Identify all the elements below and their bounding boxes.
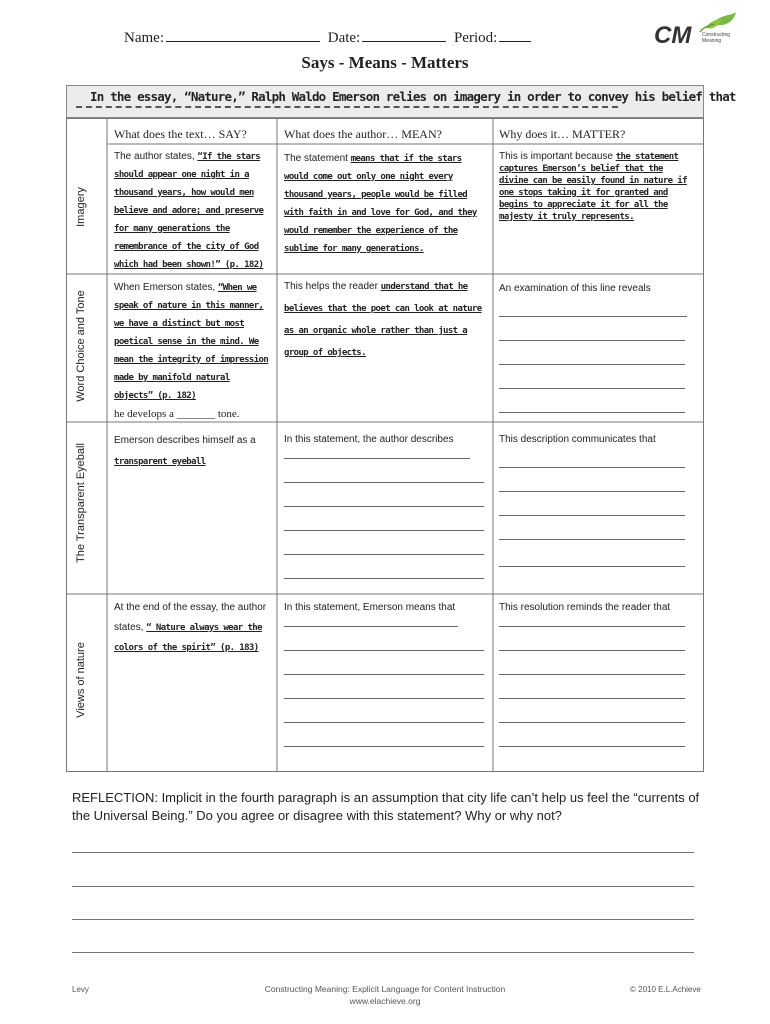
row-label-imagery: Imagery <box>75 187 87 227</box>
footer-author: Levy <box>72 985 89 994</box>
logo-tagline: Constructing Meaning <box>702 32 731 44</box>
eyeball-matter-prefix: This description communicates that <box>499 434 656 445</box>
views-matter-prefix: This resolution reminds the reader that <box>499 602 671 613</box>
col-header-mean: What does the author… MEAN? <box>284 127 442 141</box>
reflection-line[interactable] <box>72 952 694 953</box>
imagery-say-cell <box>114 148 270 274</box>
footer-center <box>200 983 570 1007</box>
answer-line[interactable] <box>499 491 685 492</box>
answer-line[interactable] <box>499 674 685 675</box>
imagery-say-prefix: The author states, <box>114 151 195 162</box>
page-title: Says - Means - Matters <box>301 53 469 72</box>
wordchoice-tone-blank[interactable]: he develops a _______ tone. <box>114 408 240 420</box>
header-fields <box>124 30 531 47</box>
row-label-views-of-nature: Views of nature <box>75 642 87 718</box>
wordchoice-matter-prefix: An examination of this line reveals <box>499 283 651 294</box>
footer-url[interactable]: www.elachieve.org <box>349 996 421 1006</box>
answer-line[interactable] <box>499 650 685 651</box>
imagery-mean-cell <box>284 150 484 258</box>
prompt-answer-line[interactable] <box>76 106 618 108</box>
answer-line[interactable] <box>499 364 685 365</box>
answer-line[interactable] <box>499 316 687 317</box>
views-say-prefix: At the end of the essay, the author states, <box>114 602 267 633</box>
answer-line[interactable] <box>499 539 685 540</box>
reflection-line[interactable] <box>72 919 694 920</box>
answer-line[interactable] <box>284 530 484 531</box>
views-matter-cell <box>499 599 693 617</box>
row-label-transparent-eyeball: The Transparent Eyeball <box>75 443 87 563</box>
views-mean-cell <box>284 599 484 617</box>
eyeball-matter-cell <box>499 431 693 449</box>
prompt-text: In the essay, “Nature,” Ralph Waldo Emerson relies on imagery in order to convey his belief that <box>90 89 736 104</box>
logo-mark: CM <box>654 22 692 49</box>
answer-line[interactable] <box>499 722 685 723</box>
reflection-line[interactable] <box>72 886 694 887</box>
row-label-word-choice: Word Choice and Tone <box>75 290 87 402</box>
imagery-matter-prefix: This is important because <box>499 151 613 162</box>
views-mean-prefix: In this statement, Emerson means that <box>284 602 456 613</box>
imagery-mean-prefix: The statement <box>284 153 348 164</box>
name-field[interactable] <box>166 41 320 42</box>
imagery-say-quote: “If the stars should appear one night in a thousand years, how would men believe and adore; and preserve for many generations the remembrance of the city of God which had been shown!” (p. 182) <box>114 152 264 270</box>
answer-line[interactable] <box>499 388 685 389</box>
col-header-matter: Why does it… MATTER? <box>499 127 626 141</box>
imagery-matter-cell <box>499 151 693 223</box>
name-label: Name: <box>124 30 164 46</box>
answer-line[interactable] <box>284 722 484 723</box>
wordchoice-mean-answer: understand that he believes that the poet can look at nature as an organic whole rather than just a group of objects. <box>284 282 482 358</box>
answer-line[interactable] <box>284 650 484 651</box>
answer-line[interactable] <box>499 412 685 413</box>
logo <box>650 10 740 52</box>
eyeball-say-prefix: Emerson describes himself as a <box>114 435 256 446</box>
answer-line[interactable] <box>499 698 685 699</box>
eyeball-mean-prefix: In this statement, the author describes <box>284 434 454 445</box>
eyeball-mean-cell <box>284 431 484 449</box>
answer-line[interactable] <box>499 746 685 747</box>
answer-line[interactable] <box>284 626 458 627</box>
answer-line[interactable] <box>284 554 484 555</box>
wordchoice-mean-prefix: This helps the reader <box>284 281 378 292</box>
col-header-say: What does the text… SAY? <box>114 127 247 141</box>
answer-line[interactable] <box>499 340 685 341</box>
imagery-mean-answer: means that if the stars would come out only one night every thousand years, people would be filled with faith in and love for God, and they would remember the experience of the sublime for many generations. <box>284 154 477 254</box>
date-label: Date: <box>327 30 361 46</box>
eyeball-say-quote: transparent eyeball <box>114 457 206 467</box>
answer-line[interactable] <box>499 626 685 627</box>
wordchoice-mean-cell <box>284 276 484 364</box>
period-label: Period: <box>453 30 498 46</box>
answer-line[interactable] <box>499 467 685 468</box>
answer-line[interactable] <box>284 674 484 675</box>
answer-line[interactable] <box>284 746 484 747</box>
footer-copyright: © 2010 E.L.Achieve <box>630 985 701 994</box>
imagery-matter-answer: the statement captures Emerson’s belief that the divine can be easily found in nature if one stops taking it for granted and begins to appreciate it for all the majesty it truly represents. <box>499 152 687 222</box>
answer-line[interactable] <box>284 578 484 579</box>
eyeball-say-cell <box>114 430 274 473</box>
answer-line[interactable] <box>499 566 685 567</box>
answer-line[interactable] <box>284 506 484 507</box>
answer-line[interactable] <box>284 698 484 699</box>
wordchoice-matter-cell <box>499 280 693 298</box>
period-field[interactable] <box>499 41 531 42</box>
wordchoice-say-cell <box>114 279 270 424</box>
wordchoice-say-prefix: When Emerson states, <box>114 282 216 293</box>
reflection-prompt: REFLECTION: Implicit in the fourth paragraph is an assumption that city life can’t help us feel the “currents of the Universal Being.” Do you agree or disagree with this statement? Why or why not? <box>72 790 700 823</box>
date-field[interactable] <box>362 41 446 42</box>
views-say-cell <box>114 598 270 658</box>
answer-line[interactable] <box>284 458 470 459</box>
answer-line[interactable] <box>284 482 484 483</box>
wordchoice-say-quote: “When we speak of nature in this manner, we have a distinct but most poetical sense in the mind. We mean the integrity of impression made by manifold natural objects” (p. 182) <box>114 283 269 401</box>
reflection-line[interactable] <box>72 852 694 853</box>
views-say-quote: “ Nature always wear the colors of the spirit” (p. 183) <box>114 623 262 653</box>
answer-line[interactable] <box>499 515 685 516</box>
footer-title: Constructing Meaning: Explicit Language for Content Instruction <box>264 984 506 994</box>
